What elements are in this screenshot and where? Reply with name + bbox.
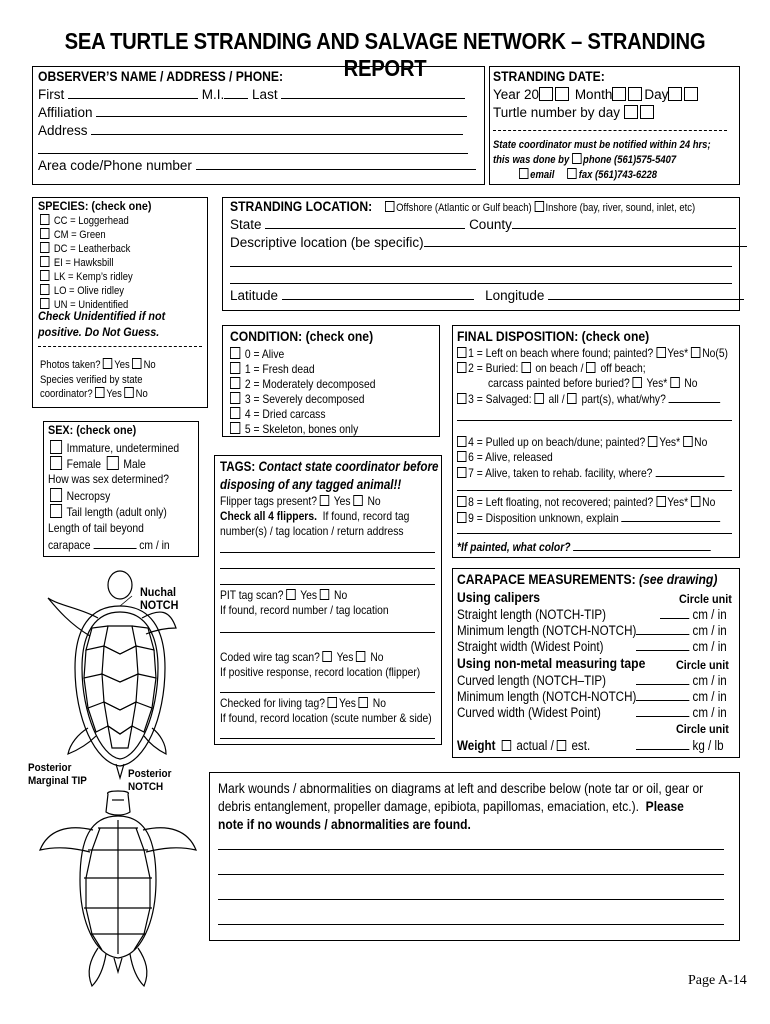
sex-heading: SEX: (check one) [48, 423, 137, 437]
species-note-2: positive. Do Not Guess. [38, 325, 160, 339]
fax-checkbox[interactable] [568, 168, 577, 179]
month-label: Month [574, 87, 613, 102]
photos-no-checkbox[interactable] [132, 358, 141, 369]
calipers-label: Using calipers [457, 590, 541, 605]
email-checkbox[interactable] [519, 168, 528, 179]
photos-label: Photos taken? [40, 359, 101, 371]
disposition-6[interactable]: 6 = Alive, released [457, 450, 553, 465]
turtle-plastron-diagram[interactable] [38, 790, 198, 990]
date-fields [493, 86, 700, 104]
observer-heading: OBSERVER’S NAME / ADDRESS / PHONE: [38, 69, 284, 84]
check-flippers: Check all 4 flippers. If found, record tag [220, 509, 410, 523]
state-label: State [230, 217, 262, 232]
curved-length-units: cm / in [636, 672, 727, 690]
address-label: Address [38, 123, 88, 138]
pit-no-checkbox[interactable] [320, 589, 329, 600]
phone-label: Area code/Phone number [38, 158, 192, 173]
disposition-heading: FINAL DISPOSITION: (check one) [457, 329, 650, 344]
descriptive-location-field[interactable] [230, 234, 747, 252]
day-label: Day [644, 87, 669, 102]
coded-wire: Coded wire tag scan? Yes No [220, 650, 384, 664]
curved-width-field[interactable]: Curved width (Widest Point) [457, 705, 601, 720]
turtle-number-field [493, 104, 656, 122]
longitude-label: Longitude [485, 288, 545, 303]
disposition-2[interactable]: 2 = Buried: on beach / off beach; [457, 361, 646, 376]
straight-width-field[interactable]: Straight width (Widest Point) [457, 639, 604, 654]
sex-necropsy[interactable]: Necropsy [50, 488, 110, 504]
disposition-3[interactable]: 3 = Salvaged: all / part(s), what/why? [457, 391, 720, 407]
notify-note-3 [519, 168, 657, 182]
day-box-2[interactable] [684, 87, 698, 101]
descriptive-label: Descriptive location (be specific) [230, 235, 424, 250]
wounds-line-3: note if no wounds / abnormalities are found. [218, 816, 471, 832]
curved-width-units: cm / in [636, 704, 727, 722]
address-field[interactable] [38, 122, 463, 140]
year-box-2[interactable] [555, 87, 569, 101]
verified-no-checkbox[interactable] [124, 387, 133, 398]
species-option[interactable]: LK = Kemp’s ridley [40, 270, 133, 284]
turtle-number-label: Turtle number by day [493, 105, 621, 120]
tags-heading: TAGS: Contact state coordinator before [220, 459, 439, 474]
page-number: Page A-14 [688, 973, 747, 988]
disposition-7[interactable]: 7 = Alive, taken to rehab. facility, where? [457, 465, 724, 481]
painted-color-field[interactable]: *If painted, what color? [457, 539, 711, 555]
wounds-line-2: debris entanglement, propeller damage, epibiota, papillomas, emaciation, etc.). Please [218, 798, 684, 814]
stranding-location-heading: STRANDING LOCATION: [230, 199, 373, 214]
species-option[interactable]: CM = Green [40, 228, 133, 242]
disposition-9[interactable]: 9 = Disposition unknown, explain [457, 510, 721, 526]
pit-yes-checkbox[interactable] [286, 589, 295, 600]
year-label: Year 20 [493, 87, 540, 102]
species-heading: SPECIES: (check one) [38, 199, 152, 213]
circle-unit-2: Circle unit [676, 658, 729, 672]
wounds-line-1: Mark wounds / abnormalities on diagrams at left and describe below (note tar or oil, gear or [218, 780, 704, 796]
offshore-inshore: Offshore (Atlantic or Gulf beach) Inshore (bay, river, sound, inlet, etc) [385, 201, 695, 215]
tags-heading-note: disposing of any tagged animal!! [220, 477, 402, 492]
day-box-1[interactable] [668, 87, 682, 101]
verified-yes-checkbox[interactable] [95, 387, 104, 398]
coded-no-checkbox[interactable] [356, 651, 365, 662]
form-title: SEA TURTLE STRANDING AND SALVAGE NETWORK – STRANDING REPORT [64, 28, 706, 81]
coded-found-label: If positive response, record location (flipper) [220, 665, 421, 679]
month-box-2[interactable] [628, 87, 642, 101]
first-label: First [38, 87, 65, 102]
mi-label: M.I. [201, 87, 225, 102]
circle-unit-1: Circle unit [679, 592, 732, 606]
disposition-1[interactable]: 1 = Left on beach where found; painted? Yes* No(5) [457, 346, 728, 361]
turtle-number-box-2[interactable] [640, 105, 654, 119]
month-box-1[interactable] [612, 87, 626, 101]
photos-taken: Photos taken? Yes No [40, 359, 156, 371]
lat-long-field[interactable] [230, 287, 744, 305]
pit-found-label: If found, record number / tag location [220, 603, 389, 617]
tape-label: Using non-metal measuring tape [457, 656, 646, 671]
wounds-write-line[interactable] [218, 874, 724, 875]
condition-options [230, 347, 375, 437]
tail-length-label: Length of tail beyond [48, 521, 144, 535]
condition-option[interactable]: 1 = Fresh dead [230, 362, 375, 377]
posterior-notch-label: NOTCH [128, 781, 164, 793]
stranding-date-heading: STRANDING DATE: [493, 69, 605, 84]
wounds-write-line[interactable] [218, 849, 724, 850]
nuchal-label: Nuchal [140, 585, 177, 599]
species-note-1: Check Unidentified if not [38, 309, 166, 323]
notify-note-1: State coordinator must be notified within 24 hrs; [493, 139, 711, 151]
curved-min-field[interactable]: Minimum length (NOTCH-NOTCH) [457, 689, 637, 704]
notify-done-by: this was done by [493, 154, 570, 166]
curved-min-units: cm / in [636, 688, 727, 706]
weight-field[interactable]: Weight actual / est. [457, 738, 591, 753]
curved-length-field[interactable]: Curved length (NOTCH–TIP) [457, 673, 607, 688]
straight-length-field[interactable]: Straight length (NOTCH-TIP) [457, 607, 607, 622]
sex-immature[interactable]: Immature, undetermined [50, 440, 179, 456]
wounds-write-line[interactable] [218, 924, 724, 925]
disposition-2-painted[interactable]: carcass painted before buried? Yes* No [488, 376, 698, 390]
pit-tag: PIT tag scan? Yes No [220, 588, 348, 602]
condition-heading: CONDITION: (check one) [230, 329, 374, 344]
affiliation-label: Affiliation [38, 105, 93, 120]
tail-length-field[interactable]: carapace cm / in [48, 538, 170, 552]
state-county-field[interactable] [230, 216, 736, 234]
weight-units: kg / lb [636, 737, 724, 755]
condition-option[interactable]: 3 = Severely decomposed [230, 392, 375, 407]
fax-number: fax (561)743-6228 [578, 169, 658, 181]
condition-option[interactable]: 2 = Moderately decomposed [230, 377, 375, 392]
living-yes-checkbox[interactable] [328, 697, 337, 708]
phone-field[interactable] [38, 157, 476, 175]
living-tag: Checked for living tag? Yes No [220, 696, 387, 710]
straight-length-units: cm / in [660, 606, 727, 624]
species-option[interactable]: LO = Olive ridley [40, 284, 133, 298]
species-options [40, 214, 133, 312]
coded-yes-checkbox[interactable] [323, 651, 332, 662]
notify-note-2 [493, 153, 676, 167]
min-length-units: cm / in [636, 622, 727, 640]
min-length-field[interactable]: Minimum length (NOTCH-NOTCH) [457, 623, 637, 638]
species-option[interactable]: UN = Unidentified [40, 298, 133, 312]
flipper-yes-checkbox[interactable] [320, 495, 329, 506]
posterior-label: Posterior [28, 762, 72, 774]
sex-tail[interactable]: Tail length (adult only) [50, 504, 167, 520]
year-box-1[interactable] [539, 87, 553, 101]
disposition-4[interactable]: 4 = Pulled up on beach/dune; painted? Yes* No [457, 435, 707, 450]
last-label: Last [252, 87, 278, 102]
affiliation-field[interactable] [38, 104, 467, 122]
tag-number-label: number(s) / tag location / return address [220, 524, 404, 538]
species-verified-2: coordinator? Yes No [40, 388, 148, 400]
offshore-checkbox[interactable] [385, 201, 394, 212]
marginal-tip-label: Marginal TIP [28, 775, 87, 787]
phone-number: phone (561)575-5407 [583, 154, 677, 166]
sex-female-male[interactable]: Female Male [50, 456, 146, 472]
condition-option[interactable]: 5 = Skeleton, bones only [230, 422, 375, 437]
straight-width-units: cm / in [636, 638, 727, 656]
living-no-checkbox[interactable] [359, 697, 368, 708]
species-option[interactable]: CC = Loggerhead [40, 214, 133, 228]
carapace-heading: CARAPACE MEASUREMENTS: (see drawing) [457, 572, 718, 587]
condition-option[interactable]: 0 = Alive [230, 347, 375, 362]
condition-option[interactable]: 4 = Dried carcass [230, 407, 375, 422]
circle-unit-3: Circle unit [676, 722, 729, 736]
living-found-label: If found, record location (scute number & side) [220, 711, 432, 725]
phone-checkbox[interactable] [572, 153, 581, 164]
species-option[interactable]: DC = Leatherback [40, 242, 133, 256]
photos-yes-checkbox[interactable] [103, 358, 112, 369]
turtle-number-box-1[interactable] [624, 105, 638, 119]
disposition-8[interactable]: 8 = Left floating, not recovered; painted? Yes* No [457, 495, 715, 510]
species-option[interactable]: EI = Hawksbill [40, 256, 133, 270]
flipper-no-checkbox[interactable] [353, 495, 362, 506]
flipper-tags: Flipper tags present? Yes No [220, 494, 381, 508]
email-label: email [530, 169, 555, 181]
species-verified-1: Species verified by state [40, 374, 143, 386]
first-name-field[interactable] [38, 86, 465, 104]
posterior-2-label: Posterior [128, 768, 172, 780]
sex-how: How was sex determined? [48, 472, 170, 486]
inshore-checkbox[interactable] [534, 201, 543, 212]
latitude-label: Latitude [230, 288, 279, 303]
nuchal-notch-label: NOTCH [140, 598, 179, 612]
wounds-write-line[interactable] [218, 899, 724, 900]
county-label: County [469, 217, 512, 232]
